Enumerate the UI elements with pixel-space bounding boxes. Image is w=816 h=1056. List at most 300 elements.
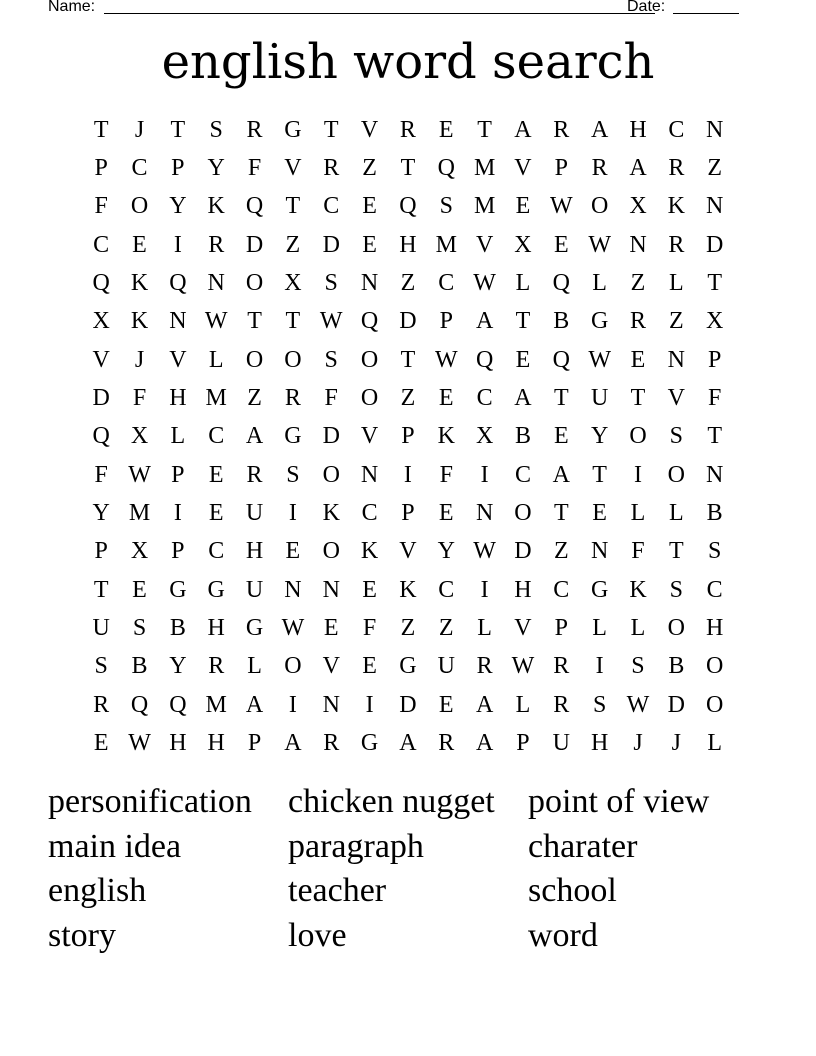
grid-cell[interactable]: Z (707, 155, 722, 182)
grid-cell[interactable]: Z (400, 615, 416, 642)
grid-cell[interactable]: M (205, 385, 227, 412)
grid-cell[interactable]: J (134, 346, 145, 373)
grid-cell[interactable]: T (400, 346, 416, 373)
grid-cell[interactable]: O (590, 193, 609, 220)
grid-cell[interactable]: Q (92, 423, 110, 450)
grid-cell[interactable]: T (400, 155, 416, 182)
grid-cell[interactable]: A (514, 385, 532, 412)
grid-cell[interactable]: L (592, 270, 607, 297)
grid-cell[interactable]: D (322, 423, 340, 450)
grid-cell[interactable]: F (324, 385, 338, 412)
grid-cell[interactable]: R (629, 308, 646, 335)
grid-cell[interactable]: V (322, 653, 340, 680)
grid-cell[interactable]: E (438, 116, 454, 143)
grid-cell[interactable]: T (707, 270, 722, 297)
grid-cell[interactable]: H (207, 615, 225, 642)
grid-cell[interactable]: Q (169, 270, 187, 297)
grid-cell[interactable]: P (171, 155, 185, 182)
grid-cell[interactable]: S (286, 461, 300, 488)
grid-cell[interactable]: A (284, 730, 302, 757)
grid-cell[interactable]: R (93, 691, 110, 718)
grid-cell[interactable]: E (208, 461, 224, 488)
grid-cell[interactable]: S (94, 653, 108, 680)
grid-cell[interactable]: E (362, 576, 377, 603)
name-label: Name: (48, 0, 96, 15)
grid-cell[interactable]: Z (400, 270, 416, 297)
word-list-item: point of view (528, 783, 710, 820)
grid-cell[interactable]: G (245, 615, 264, 642)
grid-cell[interactable]: T (630, 385, 646, 412)
grid-cell[interactable]: B (131, 653, 148, 680)
grid-cell[interactable]: Q (92, 270, 110, 297)
grid-cell[interactable]: U (552, 730, 570, 757)
grid-cell[interactable]: T (668, 538, 684, 565)
grid-cell[interactable]: F (132, 385, 147, 412)
grid-cell[interactable]: F (439, 461, 453, 488)
grid-cell[interactable]: W (128, 461, 151, 488)
grid-cell[interactable]: W (204, 308, 228, 335)
grid-cell[interactable]: Q (245, 193, 264, 220)
grid-cell[interactable]: S (707, 538, 722, 565)
grid-cell[interactable]: L (170, 423, 186, 450)
date-line[interactable] (673, 13, 739, 14)
grid-cell[interactable]: A (475, 308, 494, 335)
grid-cell[interactable]: C (93, 231, 110, 258)
grid-cell[interactable]: I (595, 653, 604, 680)
grid-cell[interactable]: K (629, 576, 647, 603)
grid-cell[interactable]: E (132, 231, 147, 258)
grid-cell[interactable]: K (399, 576, 417, 603)
grid-cell[interactable]: R (246, 461, 263, 488)
grid-cell[interactable]: V (284, 155, 302, 182)
grid-cell[interactable]: G (284, 423, 302, 450)
grid-cell[interactable]: W (588, 231, 611, 258)
grid-cell[interactable]: S (669, 423, 683, 450)
grid-cell[interactable]: N (706, 193, 724, 220)
grid-cell[interactable]: K (437, 423, 455, 450)
grid-cell[interactable]: E (438, 691, 454, 718)
grid-cell[interactable]: N (322, 576, 340, 603)
grid-cell[interactable]: H (706, 615, 724, 642)
grid-cell[interactable]: N (667, 346, 685, 373)
grid-cell[interactable]: Q (552, 270, 570, 297)
grid-cell[interactable]: T (323, 116, 339, 143)
grid-cell[interactable]: T (93, 116, 109, 143)
grid-cell[interactable]: X (706, 308, 724, 335)
grid-cell[interactable]: I (480, 461, 489, 488)
grid-cell[interactable]: B (169, 615, 186, 642)
grid-cell[interactable]: S (631, 653, 645, 680)
grid-cell[interactable]: G (169, 576, 187, 603)
grid-cell[interactable]: N (360, 461, 379, 488)
grid-cell[interactable]: E (553, 231, 569, 258)
grid-cell[interactable]: P (94, 538, 108, 565)
grid-cell[interactable]: I (288, 691, 297, 718)
grid-cell[interactable]: M (205, 691, 227, 718)
word-list-item: personification (48, 783, 252, 820)
grid-cell[interactable]: O (322, 538, 340, 565)
grid-cell[interactable]: Q (130, 691, 149, 718)
grid-cell[interactable]: P (401, 423, 415, 450)
grid-cell[interactable]: C (131, 155, 148, 182)
grid-cell[interactable]: D (514, 538, 532, 565)
grid-cell[interactable]: C (553, 576, 570, 603)
grid-cell[interactable]: Z (668, 308, 684, 335)
grid-cell[interactable]: I (173, 231, 182, 258)
grid-cell[interactable]: O (667, 615, 685, 642)
grid-cell[interactable]: F (631, 538, 645, 565)
grid-cell[interactable]: L (477, 615, 492, 642)
grid-cell[interactable]: W (511, 653, 535, 680)
grid-cell[interactable]: H (169, 730, 187, 757)
grid-cell[interactable]: O (667, 461, 685, 488)
grid-cell[interactable]: R (591, 155, 608, 182)
grid-cell[interactable]: Z (400, 385, 416, 412)
grid-cell[interactable]: J (671, 730, 681, 757)
grid-cell[interactable]: A (475, 691, 494, 718)
grid-cell[interactable]: T (93, 576, 109, 603)
grid-cell[interactable]: M (473, 155, 496, 182)
grid-cell[interactable]: E (93, 730, 109, 757)
grid-cell[interactable]: A (399, 730, 417, 757)
grid-cell[interactable]: S (669, 576, 683, 603)
grid-cell[interactable]: Z (630, 270, 646, 297)
grid-cell[interactable]: R (476, 653, 493, 680)
word-list-item: chicken nugget (288, 783, 495, 820)
grid-cell[interactable]: A (245, 691, 264, 718)
grid-cell[interactable]: T (707, 423, 722, 450)
grid-cell[interactable]: N (360, 270, 379, 297)
grid-cell[interactable]: H (169, 385, 187, 412)
grid-cell[interactable]: F (362, 615, 377, 642)
grid-cell[interactable]: P (707, 346, 722, 373)
grid-cell[interactable]: U (590, 385, 609, 412)
grid-cell[interactable]: S (439, 193, 453, 220)
grid-cell[interactable]: T (247, 308, 262, 335)
grid-cell[interactable]: K (130, 270, 149, 297)
grid-cell[interactable]: C (668, 116, 685, 143)
grid-cell[interactable]: E (553, 423, 569, 450)
grid-cell[interactable]: K (207, 193, 225, 220)
grid-cell[interactable]: V (360, 116, 379, 143)
grid-cell[interactable]: E (362, 193, 377, 220)
word-list-item: main idea (48, 827, 182, 865)
grid-cell[interactable]: O (514, 500, 532, 527)
grid-cell[interactable]: N (322, 691, 340, 718)
grid-cell[interactable]: X (514, 231, 532, 258)
grid-cell[interactable]: O (706, 691, 724, 718)
grid-cell[interactable]: R (438, 730, 455, 757)
grid-cell[interactable]: R (553, 116, 570, 143)
grid-cell[interactable]: S (592, 691, 607, 718)
grid-cell[interactable]: P (439, 308, 453, 335)
grid-cell[interactable]: E (323, 615, 339, 642)
grid-cell[interactable]: W (588, 346, 611, 373)
grid-cell[interactable]: T (477, 116, 492, 143)
grid-cell[interactable]: T (553, 385, 569, 412)
grid-cell[interactable]: S (209, 116, 223, 143)
grid-cell[interactable]: O (360, 346, 379, 373)
grid-cell[interactable]: P (94, 155, 108, 182)
grid-cell[interactable]: G (590, 308, 609, 335)
grid-cell[interactable]: Y (207, 155, 225, 182)
grid-cell[interactable]: E (132, 576, 147, 603)
grid-cell[interactable]: H (399, 231, 417, 258)
grid-cell[interactable]: A (590, 116, 609, 143)
grid-cell[interactable]: G (399, 653, 417, 680)
grid-cell[interactable]: L (515, 691, 531, 718)
grid-cell[interactable]: W (128, 730, 151, 757)
grid-cell[interactable]: Z (362, 155, 377, 182)
grid-cell[interactable]: L (515, 270, 531, 297)
grid-cell[interactable]: Y (92, 500, 110, 527)
grid-cell[interactable]: D (245, 231, 264, 258)
grid-cell[interactable]: Z (285, 231, 301, 258)
grid-cell[interactable]: A (245, 423, 264, 450)
grid-cell[interactable]: X (629, 193, 647, 220)
grid-cell[interactable]: B (668, 653, 685, 680)
grid-cell[interactable]: E (362, 231, 377, 258)
grid-cell[interactable]: L (208, 346, 224, 373)
grid-cell[interactable]: X (475, 423, 494, 450)
grid-cell[interactable]: V (169, 346, 187, 373)
grid-cell[interactable]: G (284, 116, 302, 143)
grid-cell[interactable]: B (553, 308, 570, 335)
grid-cell[interactable]: P (171, 461, 185, 488)
grid-cell[interactable]: J (633, 730, 643, 757)
grid-cell[interactable]: L (247, 653, 262, 680)
grid-cell[interactable]: T (592, 461, 607, 488)
grid-cell[interactable]: V (360, 423, 379, 450)
grid-cell[interactable]: T (285, 308, 301, 335)
grid-cell[interactable]: E (515, 193, 531, 220)
grid-cell[interactable]: Y (590, 423, 609, 450)
grid-cell[interactable]: Q (552, 346, 570, 373)
grid-cell[interactable]: W (626, 691, 650, 718)
grid-cell[interactable]: S (132, 615, 147, 642)
grid-cell[interactable]: W (319, 308, 343, 335)
grid-cell[interactable]: I (365, 691, 374, 718)
grid-cell[interactable]: Q (399, 193, 417, 220)
date-label: Date: (627, 0, 666, 15)
grid-cell[interactable]: X (130, 423, 149, 450)
grid-cell[interactable]: A (514, 116, 532, 143)
grid-cell[interactable]: F (94, 461, 108, 488)
grid-cell[interactable]: D (92, 385, 110, 412)
grid-cell[interactable]: S (324, 346, 338, 373)
grid-cell[interactable]: L (668, 500, 684, 527)
grid-cell[interactable]: E (630, 346, 646, 373)
grid-cell[interactable]: C (706, 576, 723, 603)
grid-cell[interactable]: C (438, 270, 455, 297)
grid-cell[interactable]: O (360, 385, 379, 412)
grid-cell[interactable]: L (592, 615, 607, 642)
grid-cell[interactable]: T (553, 500, 569, 527)
grid-cell[interactable]: T (515, 308, 531, 335)
grid-cell[interactable]: A (629, 155, 647, 182)
grid-cell[interactable]: G (207, 576, 225, 603)
grid-cell[interactable]: R (323, 155, 340, 182)
grid-cell[interactable]: C (208, 423, 225, 450)
grid-cell[interactable]: N (207, 270, 225, 297)
grid-cell[interactable]: V (667, 385, 685, 412)
grid-cell[interactable]: Q (475, 346, 494, 373)
grid-cell[interactable]: C (438, 576, 455, 603)
grid-cell[interactable]: T (170, 116, 186, 143)
grid-cell[interactable]: H (514, 576, 532, 603)
grid-cell[interactable]: Q (437, 155, 455, 182)
grid-cell[interactable]: X (92, 308, 110, 335)
grid-cell[interactable]: H (629, 116, 647, 143)
grid-cell[interactable]: E (515, 346, 531, 373)
grid-cell[interactable]: F (247, 155, 262, 182)
grid-cell[interactable]: N (590, 538, 609, 565)
grid-cell[interactable]: C (361, 500, 378, 527)
grid-cell[interactable]: E (285, 538, 301, 565)
grid-cell[interactable]: Q (360, 308, 379, 335)
grid-cell[interactable]: S (324, 270, 338, 297)
grid-cell[interactable]: K (322, 500, 340, 527)
grid-cell[interactable]: N (475, 500, 494, 527)
grid-cell[interactable]: O (284, 653, 302, 680)
grid-cell[interactable]: R (246, 116, 263, 143)
grid-cell[interactable]: D (667, 691, 685, 718)
grid-cell[interactable]: I (633, 461, 642, 488)
grid-cell[interactable]: C (476, 385, 493, 412)
grid-cell[interactable]: N (284, 576, 302, 603)
grid-cell[interactable]: M (473, 193, 496, 220)
grid-cell[interactable]: Z (553, 538, 569, 565)
grid-cell[interactable]: W (473, 270, 496, 297)
grid-cell[interactable]: P (401, 500, 415, 527)
grid-cell[interactable]: O (245, 270, 264, 297)
grid-cell[interactable]: L (668, 270, 684, 297)
grid-cell[interactable]: E (438, 385, 454, 412)
grid-cell[interactable]: R (284, 385, 301, 412)
grid-cell[interactable]: U (245, 576, 264, 603)
grid-cell[interactable]: L (630, 500, 646, 527)
grid-cell[interactable]: D (399, 691, 417, 718)
grid-cell[interactable]: R (553, 691, 570, 718)
letter-grid (82, 111, 734, 763)
grid-cell[interactable]: B (514, 423, 531, 450)
grid-cell[interactable]: X (284, 270, 302, 297)
grid-cell[interactable]: V (92, 346, 110, 373)
grid-cell[interactable]: M (435, 231, 457, 258)
grid-cell[interactable]: A (475, 730, 494, 757)
grid-cell[interactable]: W (473, 538, 496, 565)
grid-cell[interactable]: W (434, 346, 458, 373)
grid-cell[interactable]: E (438, 500, 454, 527)
grid-cell[interactable]: X (130, 538, 149, 565)
grid-cell[interactable]: N (706, 116, 724, 143)
grid-cell[interactable]: Y (169, 193, 187, 220)
grid-cell[interactable]: R (208, 231, 225, 258)
grid-cell[interactable]: H (245, 538, 264, 565)
grid-cell[interactable]: K (667, 193, 685, 220)
grid-cell[interactable]: N (629, 231, 647, 258)
grid-cell[interactable]: R (323, 730, 340, 757)
grid-cell[interactable]: O (245, 346, 264, 373)
grid-cell[interactable]: Z (247, 385, 262, 412)
grid-cell[interactable]: O (284, 346, 302, 373)
grid-cell[interactable]: F (707, 385, 722, 412)
grid-cell[interactable]: R (668, 231, 685, 258)
grid-cell[interactable]: C (323, 193, 340, 220)
grid-cell[interactable]: I (288, 500, 297, 527)
grid-cell[interactable]: J (134, 116, 145, 143)
grid-cell[interactable]: C (208, 538, 225, 565)
grid-cell[interactable]: V (514, 155, 532, 182)
grid-cell[interactable]: U (92, 615, 110, 642)
grid-cell[interactable]: E (592, 500, 607, 527)
grid-cell[interactable]: W (281, 615, 305, 642)
grid-cell[interactable]: I (480, 576, 489, 603)
grid-cell[interactable]: R (399, 116, 416, 143)
grid-cell[interactable]: D (706, 231, 724, 258)
grid-cell[interactable]: L (707, 730, 722, 757)
grid-cell[interactable]: W (549, 193, 573, 220)
grid-cell[interactable]: F (94, 193, 108, 220)
grid-cell[interactable]: Z (438, 615, 454, 642)
grid-cell[interactable]: U (245, 500, 264, 527)
grid-cell[interactable]: R (208, 653, 225, 680)
grid-cell[interactable]: R (553, 653, 570, 680)
grid-cell[interactable]: O (322, 461, 340, 488)
grid-cell[interactable]: V (399, 538, 417, 565)
grid-cell[interactable]: Y (169, 653, 187, 680)
grid-cell[interactable]: I (173, 500, 182, 527)
grid-cell[interactable]: P (554, 155, 568, 182)
grid-cell[interactable]: P (171, 538, 185, 565)
grid-cell[interactable]: Q (169, 691, 187, 718)
grid-cell[interactable]: G (360, 730, 379, 757)
grid-cell[interactable]: U (437, 653, 455, 680)
grid-cell[interactable]: O (706, 653, 724, 680)
grid-cell[interactable]: O (629, 423, 647, 450)
grid-cell[interactable]: C (514, 461, 531, 488)
grid-cell[interactable]: P (516, 730, 530, 757)
grid-cell[interactable]: K (360, 538, 379, 565)
grid-cell[interactable]: I (403, 461, 412, 488)
page-title: english word search (161, 34, 655, 90)
grid-cell[interactable]: Y (437, 538, 455, 565)
grid-cell[interactable]: T (285, 193, 301, 220)
grid-cell[interactable]: A (552, 461, 570, 488)
grid-cell[interactable]: N (706, 461, 724, 488)
grid-cell[interactable]: K (130, 308, 149, 335)
grid-cell[interactable]: N (169, 308, 187, 335)
grid-cell[interactable]: H (207, 730, 225, 757)
grid-cell[interactable]: E (362, 653, 377, 680)
grid-cell[interactable]: P (554, 615, 568, 642)
grid-cell[interactable]: G (590, 576, 609, 603)
grid-cell[interactable]: D (399, 308, 417, 335)
grid-cell[interactable]: O (130, 193, 149, 220)
grid-cell[interactable]: H (590, 730, 609, 757)
word-list-item: teacher (288, 872, 387, 909)
grid-cell[interactable]: D (322, 231, 340, 258)
name-line[interactable] (104, 13, 655, 14)
grid-cell[interactable]: R (668, 155, 685, 182)
grid-cell[interactable]: V (514, 615, 532, 642)
grid-cell[interactable]: L (630, 615, 646, 642)
grid-cell[interactable]: M (128, 500, 151, 527)
grid-cell[interactable]: E (208, 500, 224, 527)
grid-cell[interactable]: V (475, 231, 494, 258)
grid-cell[interactable]: P (247, 730, 262, 757)
grid-cell[interactable]: B (706, 500, 723, 527)
